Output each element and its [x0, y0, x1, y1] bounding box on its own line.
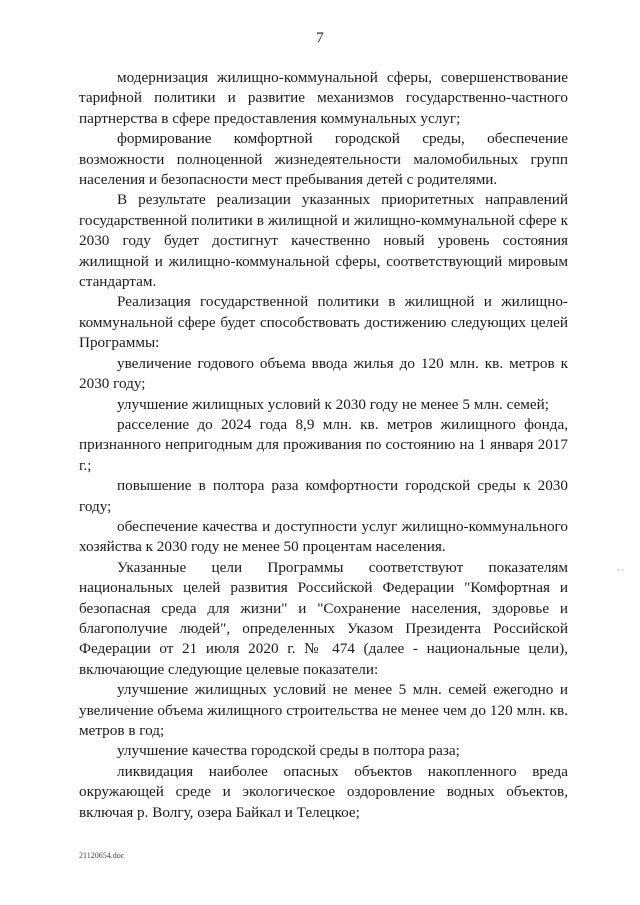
page-body [79, 68, 568, 823]
paragraph: повышение в полтора раза комфортности городской среды к 2030 году; [79, 477, 568, 515]
paragraph: обеспечение качества и доступности услуг жилищно-коммунального хозяйства к 2030 году не менее 50 процентам населения. [79, 517, 568, 556]
paragraph: модернизация жилищно-коммунальной сферы, совершенствование тарифной политики и развитие механизмов государственно-частного партнерства в сфере предоставления коммунальных услуг; [79, 69, 568, 127]
paragraph: расселение до 2024 года 8,9 млн. кв. метров жилищного фонда, признанного непригодным для проживания по состоянию на 1 января 2017 г.; [79, 415, 568, 474]
paragraph: увеличение годового объема ввода жилья до 120 млн. кв. метров к 2030 году; [79, 354, 568, 393]
paragraph: В результате реализации указанных приоритетных направлений государственной политики в жилищной и жилищно-коммунальной сфере к 2030 году будет достигнут качественно новый уровень состояния жилищной и жилищно-коммунальной сферы, соответствующий мировым стандартам. [79, 191, 568, 291]
margin-mark: · · [617, 566, 625, 575]
paragraph: ликвидация наиболее опасных объектов накопленного вреда окружающей среде и экологическое оздоровление водных объектов, включая р. Волгу, озера Байкал и Телецкое; [79, 762, 568, 821]
paragraph: улучшение жилищных условий к 2030 году не менее 5 млн. семей; [117, 395, 550, 413]
paragraph: Реализация государственной политики в жилищной и жилищно-коммунальной сфере будет способствовать достижению следующих целей Программы: [79, 293, 568, 352]
paragraph: формирование комфортной городской среды, обеспечение возможности полноценной жизнедеятельности маломобильных групп населения и безопасности мест пребывания детей с родителями. [79, 130, 568, 189]
paragraph: Указанные цели Программы соответствуют показателям национальных целей развития Российской Федерации "Комфортная и безопасная среда для жизни" и "Сохранение населения, здоровье и благополучие людей", определенных Указом Президента Российской Федерации от 21 июля 2020 г. № 474 (далее - национальные цели), включающие следующие целевые показатели: [79, 558, 568, 678]
paragraph: улучшение жилищных условий не менее 5 млн. семей ежегодно и увеличение объема жилищного строительства не менее чем до 120 млн. кв. метров в год; [79, 681, 568, 739]
paragraph: улучшение качества городской среды в полтора раза; [117, 742, 460, 760]
footer-file-code: 21120654.doc [79, 851, 125, 860]
page-number: 7 [316, 30, 324, 46]
